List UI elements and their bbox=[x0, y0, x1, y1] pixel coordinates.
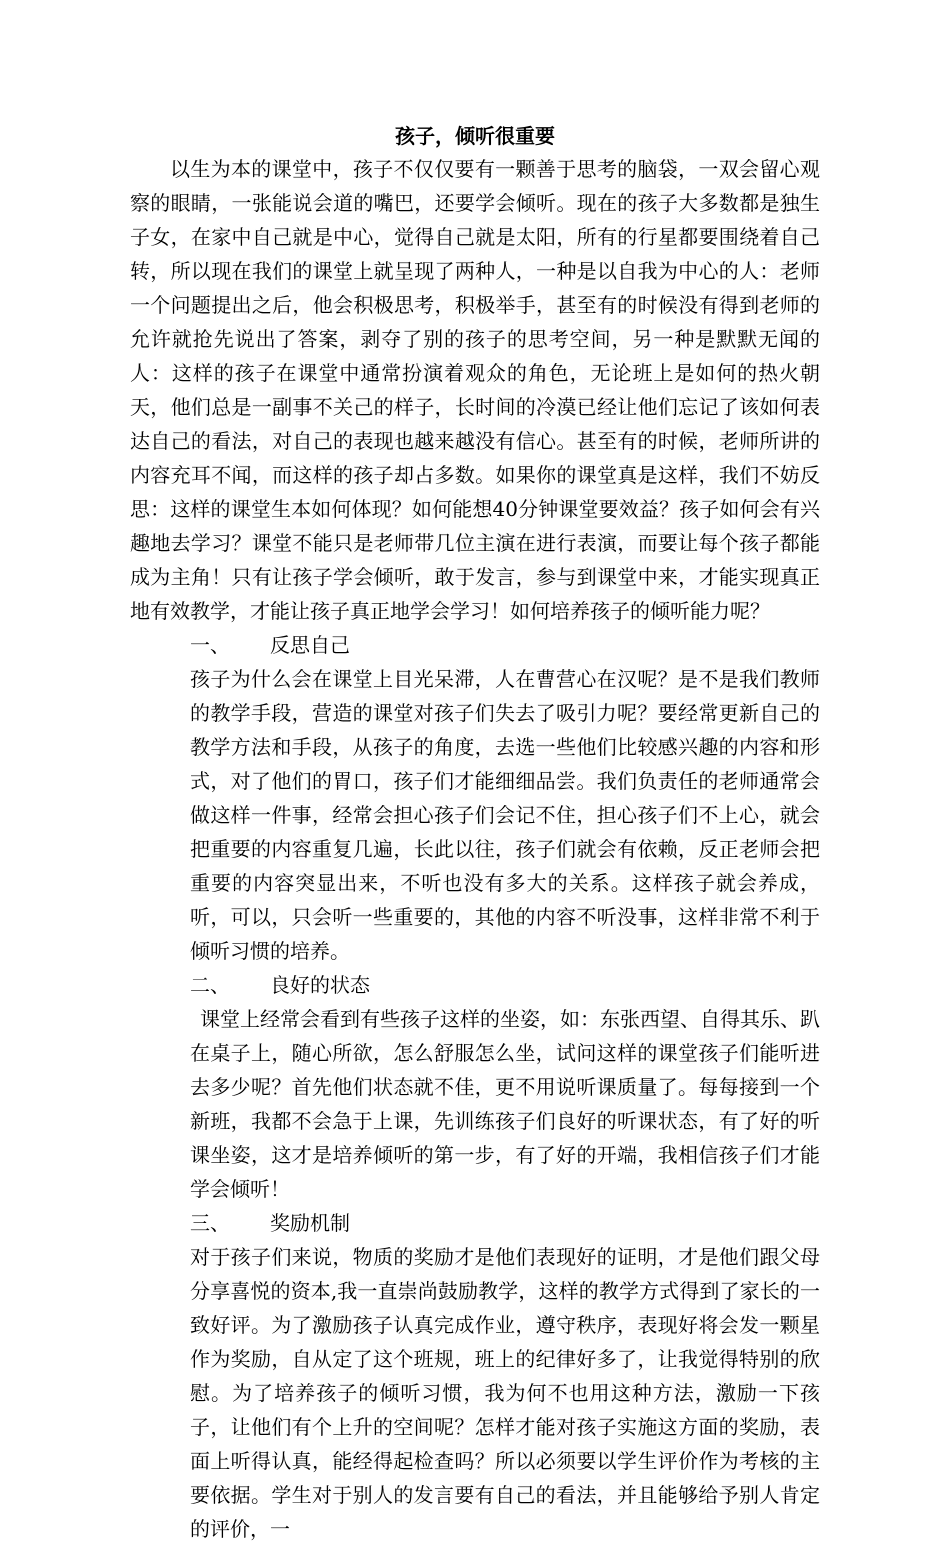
section-number: 三、 bbox=[190, 1211, 230, 1235]
section-heading-text: 反思自己 bbox=[270, 633, 350, 657]
section-number: 二、 bbox=[190, 973, 230, 997]
section-body-3: 对于孩子们来说，物质的奖励才是他们表现好的证明，才是他们跟父母分享喜悦的资本,我一直崇尚鼓励教学，这样的教学方式得到了家长的一致好评。为了激励孩子认真完成作业，遵守秩序，表现好将会发一颗星作为奖励，自从定了这个班规，班上的纪律好多了，让我觉得特别的欣慰。为了培养孩子的倾听习惯，我为何不也用这种方法，激励一下孩子，让他们有个上升的空间呢？怎样才能对孩子实施这方面的奖励，表面上听得认真，能经得起检查吗？所以必须要以学生评价作为考核的主要依据。学生对于别人的发言要有自己的看法，并且能够给予别人肯定的评价，一 bbox=[190, 1245, 820, 1541]
section-body-2: 课堂上经常会看到有些孩子这样的坐姿，如：东张西望、自得其乐、趴在桌子上，随心所欲，怎么舒服怎么坐，试问这样的课堂孩子们能听进去多少呢？首先他们状态就不佳，更不用说听课质量了。每每接到一个新班，我都不会急于上课，先训练孩子们良好的听课状态，有了好的听课坐姿，这才是培养倾听的第一步，有了好的开端，我相信孩子们才能学会倾听！ bbox=[190, 1007, 820, 1201]
section-heading-3 bbox=[130, 1206, 820, 1240]
section-number: 一、 bbox=[190, 633, 230, 657]
section-heading-2 bbox=[130, 968, 820, 1002]
document-title: 孩子，倾听很重要 bbox=[395, 124, 555, 148]
document-content bbox=[130, 118, 820, 1546]
section-body-1: 孩子为什么会在课堂上目光呆滞，人在曹营心在汉呢？是不是我们教师的教学手段，营造的课堂对孩子们失去了吸引力呢？要经常更新自己的教学方法和手段，从孩子的角度，去选一些他们比较感兴趣的内容和形式，对了他们的胃口，孩子们才能细细品尝。我们负责任的老师通常会做这样一件事，经常会担心孩子们会记不住，担心孩子们不上心，就会把重要的内容重复几遍，长此以往，孩子们就会有依赖，反正老师会把重要的内容突显出来，不听也没有多大的关系。这样孩子就会养成，听，可以，只会听一些重要的，其他的内容不听没事，这样非常不利于倾听习惯的培养。 bbox=[190, 667, 820, 963]
section-heading-1 bbox=[130, 628, 820, 662]
intro-paragraph: 以生为本的课堂中，孩子不仅仅要有一颗善于思考的脑袋，一双会留心观察的眼睛，一张能说会道的嘴巴，还要学会倾听。现在的孩子大多数都是独生子女，在家中自己就是中心，觉得自己就是太阳，所有的行星都要围绕着自己转，所以现在我们的课堂上就呈现了两种人，一种是以自我为中心的人：老师一个问题提出之后，他会积极思考，积极举手，甚至有的时候没有得到老师的允许就抢先说出了答案，剥夺了别的孩子的思考空间，另一种是默默无闻的人：这样的孩子在课堂中通常扮演着观众的角色，无论班上是如何的热火朝天，他们总是一副事不关己的样子，长时间的冷漠已经让他们忘记了该如何表达自己的看法，对自己的表现也越来越没有信心。甚至有的时候，老师所讲的内容充耳不闻，而这样的孩子却占多数。如果你的课堂真是这样，我们不妨反思：这样的课堂生本如何体现？如何能想40分钟课堂要效益？孩子如何会有兴趣地去学习？课堂不能只是老师带几位主演在进行表演，而要让每个孩子都能成为主角！只有让孩子学会倾听，敢于发言，参与到课堂中来，才能实现真正地有效教学，才能让孩子真正地学会学习！如何培养孩子的倾听能力呢？ bbox=[130, 157, 820, 623]
section-heading-text: 奖励机制 bbox=[270, 1211, 350, 1235]
section-heading-text: 良好的状态 bbox=[270, 973, 370, 997]
